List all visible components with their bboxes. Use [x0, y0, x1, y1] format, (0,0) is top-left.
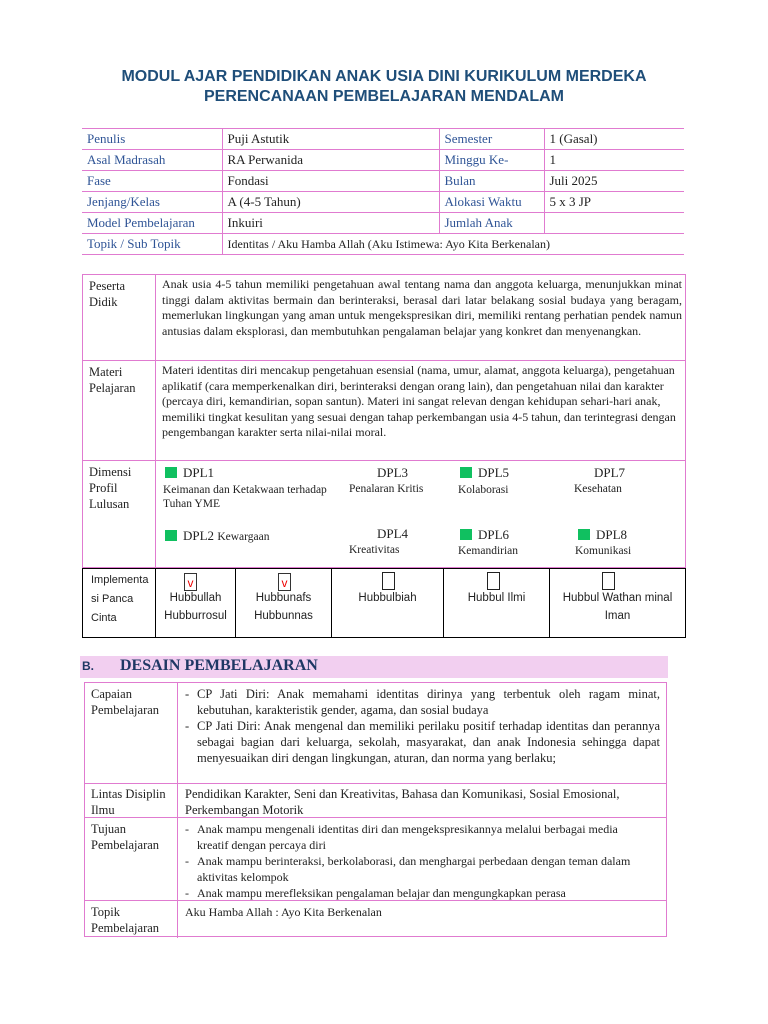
capaian-list: [185, 686, 660, 766]
identity-value: Puji Astutik: [222, 129, 439, 150]
identity-value: RA Perwanida: [222, 150, 439, 171]
dpl-desc: Komunikasi: [575, 545, 632, 557]
identity-key: Semester: [439, 129, 544, 150]
checkbox-checked-icon: [460, 529, 472, 540]
checkbox-checked-icon: [460, 467, 472, 478]
dpl-desc: Kemandirian: [458, 545, 519, 557]
identity-row: [82, 171, 684, 192]
panca-item: Hubbul Wathan minal Iman: [549, 569, 685, 637]
profile-table: [82, 274, 686, 568]
identity-value: 1 (Gasal): [544, 129, 684, 150]
identity-row: [82, 234, 684, 255]
identity-key: Bulan: [439, 171, 544, 192]
dpl-item: DPL1: [165, 465, 214, 481]
materi-text: Materi identitas diri mencakup pengetahuan esensial (nama, umur, alamat, anggota keluarga), pengetahuan aplikatif (cara memperkenalkan diri, berinteraksi dengan orang lain), dan pengetahuan nilai dan karakter (percaya diri, kemandirian, sopan santun). Materi ini sangat relevan dengan kehidupan sehari-hari anak, memiliki tingkat kesulitan yang sesuai dengan tahap perkembangan usia 4-5 tahun, dan terintegrasi dengan pengembangan karakter serta nilai-nilai moral.: [162, 363, 676, 440]
dpl-desc: Kesehatan: [574, 483, 622, 495]
document-title: MODUL AJAR PENDIDIKAN ANAK USIA DINI KURIKULUM MERDEKA: [121, 68, 647, 85]
identity-key: Alokasi Waktu: [439, 192, 544, 213]
identity-value: A (4-5 Tahun): [222, 192, 439, 213]
list-item: - Anak mampu mengenali identitas diri dan mengekspresikannya melalui berbagai media kreatif dengan percaya diri: [185, 821, 650, 853]
checkbox-checked-icon: [165, 530, 177, 541]
identity-value: 1: [544, 150, 684, 171]
dpl-item: DPL3: [377, 465, 409, 480]
tujuan-label: Tujuan Pembelajaran: [91, 822, 160, 852]
checkbox-empty-icon[interactable]: [382, 572, 395, 590]
identity-value: Juli 2025: [544, 171, 684, 192]
identity-table: [82, 128, 684, 255]
identity-topic-value: Identitas / Aku Hamba Allah (Aku Istimewa: Ayo Kita Berkenalan): [222, 234, 684, 255]
checkbox-checked-icon[interactable]: v: [184, 573, 197, 591]
materi-label: Materi Pelajaran: [89, 365, 136, 395]
topik-label: Topik Pembelajaran: [91, 905, 160, 935]
dpl-item: DPL8: [578, 527, 627, 543]
dpl-item: DPL4: [377, 526, 409, 541]
identity-row: [82, 129, 684, 150]
topik-text: Aku Hamba Allah : Ayo Kita Berkenalan: [185, 905, 382, 919]
list-item: - CP Jati Diri: Anak mengenal dan memiliki perilaku positif terhadap identitas dan perannya sebagai bagian dari keluarga, sekolah, masyarakat, dan anak Indonesia sehingga dapat menyesuaikan diri dengan lingkungan, aturan, dan norma yang berlaku;: [185, 718, 660, 766]
peserta-text: Anak usia 4-5 tahun memiliki pengetahuan awal tentang nama dan anggota keluarga, menunjukkan minat tinggi dalam aktivitas bermain dan berinteraksi, berasal dari latar belakang sosial budaya yang beragam, memerlukan lingkungan yang aman untuk mengekspresikan diri, memiliki rentang perhatian pendek namun antusias dalam eksplorasi, dan membutuhkan pengalaman belajar yang konkret dan menyenangkan.: [162, 277, 682, 338]
identity-key: Minggu Ke-: [439, 150, 544, 171]
panca-item: v Hubbunafs Hubbunnas: [235, 569, 331, 637]
section-heading: DESAIN PEMBELAJARAN: [120, 657, 318, 674]
capaian-label: Capaian Pembelajaran: [91, 687, 160, 717]
checkbox-empty-icon[interactable]: [602, 572, 615, 590]
panca-cinta-table: [82, 568, 686, 638]
list-item: - CP Jati Diri: Anak memahami identitas dirinya yang terbentuk oleh ragam minat, kebutuhan, karakteristik gender, agama, dan sosial budaya: [185, 686, 660, 718]
identity-value: 5 x 3 JP: [544, 192, 684, 213]
identity-key: Topik / Sub Topik: [82, 234, 222, 255]
dpl-desc: Keimanan dan Ketakwaan terhadap Tuhan YME: [163, 484, 327, 510]
identity-key: Penulis: [82, 129, 222, 150]
identity-value: Fondasi: [222, 171, 439, 192]
identity-key: Asal Madrasah: [82, 150, 222, 171]
identity-key: Jumlah Anak: [439, 213, 544, 234]
dpl-desc: Kreativitas: [349, 544, 400, 556]
section-b-header: [80, 656, 668, 678]
checkbox-checked-icon: [578, 529, 590, 540]
panca-item: Hubbulbiah: [331, 569, 443, 637]
section-letter: B.: [82, 659, 94, 673]
checkbox-checked-icon[interactable]: v: [278, 573, 291, 591]
dpl-item: DPL6: [460, 527, 509, 543]
panca-item: Hubbul Ilmi: [443, 569, 549, 637]
identity-row: [82, 150, 684, 171]
checkbox-empty-icon[interactable]: [487, 572, 500, 590]
identity-row: [82, 192, 684, 213]
peserta-label: Peserta Didik: [89, 279, 126, 309]
identity-key: Model Pembelajaran: [82, 213, 222, 234]
panca-label: Implementa si Panca Cinta: [91, 574, 149, 624]
checkbox-checked-icon: [165, 467, 177, 478]
dpl-item: DPL2 Kewargaan: [165, 528, 269, 544]
tujuan-list: [185, 821, 650, 901]
panca-item: v Hubbullah Hubburrosul: [155, 569, 235, 637]
lintas-label: Lintas Disiplin Ilmu: [91, 787, 166, 817]
list-item: - Anak mampu merefleksikan pengalaman belajar dan mengungkapkan perasa: [185, 885, 650, 901]
dpl-desc: Penalaran Kritis: [349, 483, 424, 495]
identity-value: Inkuiri: [222, 213, 439, 234]
dpl-item: DPL7: [594, 465, 626, 480]
identity-value: [544, 213, 684, 234]
identity-key: Fase: [82, 171, 222, 192]
document-subtitle: PERENCANAAN PEMBELAJARAN MENDALAM: [203, 88, 564, 105]
lintas-text: Pendidikan Karakter, Seni dan Kreativitas, Bahasa dan Komunikasi, Sosial Emosional, Perkembangan Motorik: [185, 787, 620, 817]
identity-key: Jenjang/Kelas: [82, 192, 222, 213]
dpl-desc: Kolaborasi: [458, 484, 509, 496]
list-item: - Anak mampu berinteraksi, berkolaborasi, dan menghargai perbedaan dengan teman dalam aktivitas kelompok: [185, 853, 650, 885]
design-table: [84, 682, 667, 937]
dimensi-label: Dimensi Profil Lulusan: [89, 465, 132, 511]
dpl-item: DPL5: [460, 465, 509, 481]
identity-row: [82, 213, 684, 234]
